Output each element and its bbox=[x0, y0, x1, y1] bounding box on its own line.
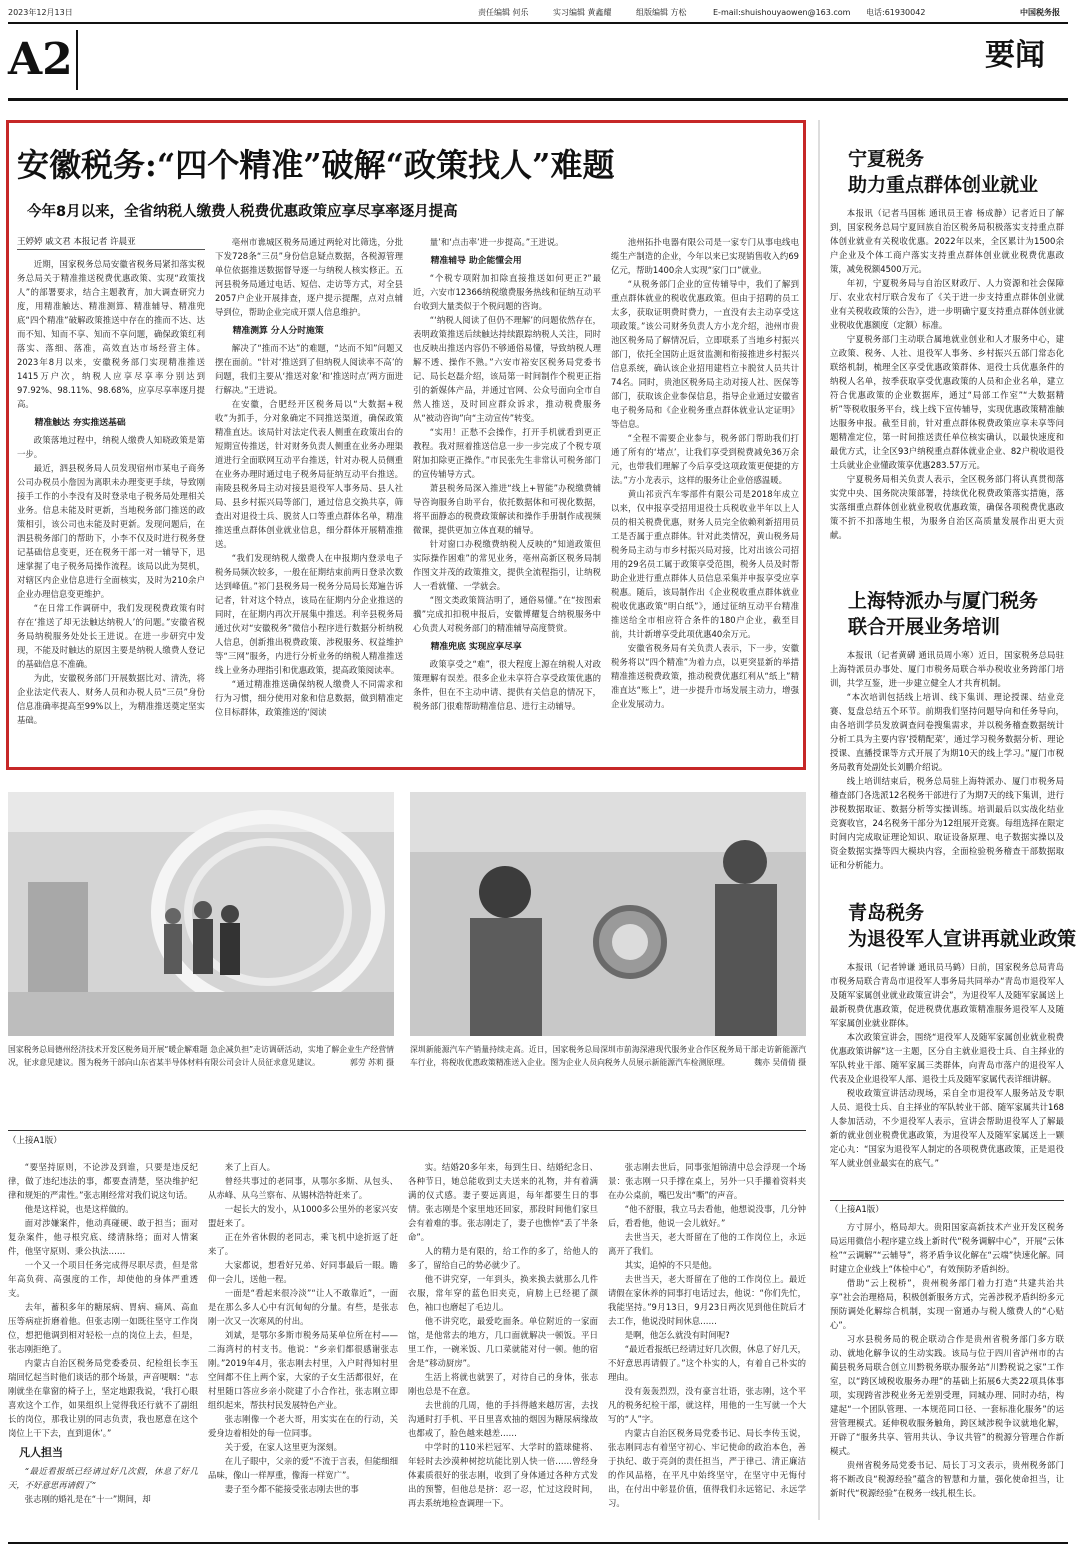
paragraph: “要坚持原则，不论涉及到谁，只要是违反纪律，做了违纪违法的事，都要查清楚，坚决维护纪律和规矩的严肃性。”张志刚经常对我们说这句话。 bbox=[8, 1162, 198, 1200]
paragraph: 针对窗口办税缴费纳税人反映的“知道政策但实际操作困难”的常见业务，亳州高新区税务局制作图文并茂的政策推文，提供全流程指引，让纳税人一看就懂、一学就会。 bbox=[413, 539, 601, 591]
photo-caption-2 bbox=[410, 1044, 806, 1069]
brief-title-qingdao[interactable] bbox=[848, 900, 1076, 952]
paragraph: 黄山祁贡汽车零部件有限公司是2018年成立以来，仅申报享受招用退役士兵税收业半年以上人员的相关税费优惠，财务人员完全依赖利新招用员工是否属于重点群体。针对此类情况，黄山税务局税务局主动与市乡村振兴局对接，比对出该公司招用的29名员工属于政策享受范围，税务人员及时帮助企业进行重点群体人员信息采集并申报享受应享税惠。随后，该局制作出《企业税收重点群体就业税收优惠政策“明白纸”》，通过征纳互动平台精准推送给全市相应符合条件的180户企业，截至目前，共计新增享受此项优惠40余万元。 bbox=[611, 489, 799, 639]
page-code: A2 bbox=[8, 30, 78, 90]
paragraph: 他不讲究穿，一年到头，换来换去就那么几件衣服，常年穿的蓝色旧夹克，肩膀上已经褪了颜色，袖口也磨起了毛边儿。 bbox=[408, 1274, 598, 1312]
paragraph: 他不讲究吃，最爱吃面条。单位附近的一家面馆，是他常去的地方，几口面就解决一顿饭。平日里工作，一碗米饭、几口菜就能对付一顿。他的宿舍是“移动厨房”。 bbox=[408, 1316, 598, 1368]
practice-editor: 实习编辑 黄鑫耀 bbox=[553, 8, 612, 17]
sidebar-continuation-tag: （上接A1版） bbox=[830, 1200, 1064, 1217]
sidebar-continuation-body bbox=[830, 1220, 1064, 1538]
photo-illustration bbox=[8, 792, 394, 1036]
paragraph: 在儿子眼中，父亲的爱“不流于言表，但能细细品味，像山一样厚重，像海一样宽广”。 bbox=[208, 1456, 398, 1480]
brief-title-line: 宁夏税务 bbox=[848, 148, 925, 170]
issue-date: 2023年12月13日 bbox=[8, 8, 73, 17]
header-rule-bottom bbox=[8, 98, 1068, 101]
lead-column-1 bbox=[17, 257, 205, 765]
paragraph: 最近，泗县税务局人员发现宿州市某电子商务公司办税员小詹因为离职未办理变更手续，导致刚接手工作的小李没有及时登录电子税务局处理相关业务。信息未能及时更新，当地税务部门推送的政策相引，该公司也未能及时更新。发现问题后，在泗县税务部门的帮助下，小李不仅及时进行税务登记基础信息变更，还在税务干部一对一辅导下，迅速掌握了电子税务局操作流程。该局以此为契机，对辖区内企业信息进行全面核实，及时为210余户企业办理信息变更维护。 bbox=[17, 463, 205, 599]
paragraph: 在安徽，合肥经开区税务局以“大数据+税收”为抓手，分对象确定不同推送渠道，确保政策精准直达。该局针对法定代表人侧重在政策出台的短期宣传推送，针对财务负责人侧重在业务办理渠道进行全面联网互动平台推送，针对办税人员侧重在业务办理时通过电子税务局征纳互动平台推送。南陵县税务局主动对接县退役军人事务局、县人社局、县乡村振兴局等部门，通过信息交换共享，筛查出对退役士兵、脱贫人口等重点群体名单，精准推送重点群体创业就业信息，细分群体开展精准推送。 bbox=[215, 399, 403, 549]
paragraph: 亳州市谯城区税务局通过两轮对比筛选，分批下发728条“三员”身份信息疑点数据，各税源管理单位依据推送数据督导逐一与纳税人核实修正。五河县税务局通过电话、短信、走访等方式，对全县2057户企业开展排查，逐户提示提醒，点对点辅导到位，帮助企业完成开票人信息维护。 bbox=[215, 237, 403, 317]
lead-column-2 bbox=[215, 235, 403, 765]
paragraph: 刘斌，是鄂尔多斯市税务局某单位所在村——二海湾村的村支书。他说：“乡亲们都很感谢张志刚。”2019年4月，张志刚去村里，入户时得知村里空间都不住上两个家，大家的子女生活都很好，在村里随口答应乡亲小院建了小合作社，张志刚立即组织起来，帮扶村民发展特色产业。 bbox=[208, 1330, 398, 1410]
header-rule bbox=[8, 22, 1068, 24]
paragraph: 生活上将就也就罢了，对待自己的身体，张志刚也总是不在意。 bbox=[408, 1372, 598, 1396]
paragraph: 方寸屏小，格局却大。贵阳国家高新技术产业开发区税务局运用微信小程序建立线上新时代“税务调解中心”，开展“云体检”“云调解”“云辅导”，将矛盾争议化解在“云端”快速化解。同时建立企业线上“体检中心”，有效预防矛盾纠纷。 bbox=[830, 1222, 1064, 1274]
paragraph: 来了上百人。 bbox=[224, 1162, 276, 1172]
page-bottom-rule bbox=[8, 1542, 1068, 1544]
photo-tax-visit-semiconductor bbox=[8, 792, 394, 1036]
paragraph: 解决了“推而不达”的难题，“达而不知”问题又摆在面前。“针对‘推送到了但纳税人阅读率不高’的问题，我们主要从‘推送对象’和‘推送时点’两方面进行解决。”王进说。 bbox=[215, 343, 403, 395]
brief-title-shanghai-xiamen[interactable] bbox=[848, 588, 1066, 640]
paragraph: 贵州省税务局党委书记、局长丁习文表示，贵州税务部门将不断改良“税源经验”蕴含的智慧和力量，强化使命担当，让新时代“税源经验”在税务一线扎根生长。 bbox=[830, 1460, 1064, 1498]
lead-column-3 bbox=[413, 235, 601, 765]
lead-story bbox=[6, 120, 806, 770]
paragraph: 宁夏税务部门主动联合属地就业创业和人才服务中心，建立政策、税务、人社、退役军人事务、乡村振兴五部门常态化联络机制，梳理全区享受优惠政策群体、退役士兵优惠条件的纳税人名单，按季获取享受优惠政策的人员和企业名单，建立符合优惠政策的企业数据库，通过“局部工作室”“大数据精析”等税收服务平台，线上线下宣传辅导，实现优惠政策精准触达服务申报。截至目前，针对重点群体税费政策应享未享等问题精准定位，第一时间推送责任单位核实确认，以最快速度和最优方式，让全区93户纳税重点群体就业企业、82户税收退役士兵就业企业懂政策享优惠283.57万元。 bbox=[830, 334, 1064, 470]
brief-title-line: 上海特派办与厦门税务 bbox=[848, 590, 1039, 612]
paragraph: 量’和‘点击率’进一步提高。”王进说。 bbox=[429, 237, 564, 247]
paragraph: 关于爱，在家人这里更为深刻。 bbox=[224, 1442, 343, 1452]
subheading: 精准兜底 实现应享尽享 bbox=[430, 642, 522, 652]
paragraph: 习水县税务局的税企联动合作是贵州省税务部门多方联动、就地化解争议的生动实践。该局与位于四川省泸州市的古蔺县税务局联合创立川黔税务联办服务站“川黔税说之家”工作室，以“跨区域税收服务办理”的基础上拓展6大类22项具体事项，实现跨省涉税业务无差别受理，同城办理、同时办结，构建起“一个团队管理、一本规范同口径、一套标准化服务”的运营管理模式。延伸税收服务触角，跨区域涉税争议就地化解，开辟了“服务共享、管用共认、争议共管”的税源分管理合作新模式。 bbox=[830, 1334, 1064, 1456]
paragraph: 去世当天，老大哥留在了他的工作岗位上。最近请假在家休养的同事打电话过去，他说：“你们先忙，我能坚持。”9月13日，9月23日两次见到他住院后才去工作，他说没时间休息…… bbox=[608, 1274, 806, 1326]
paragraph: 借助“云上税桥”，贵州税务部门着力打造“共建共治共享”社会治理格局，积极创新服务方式，完善涉税矛盾纠纷多元预防调处化解综合机制，实现一窗通办与税人缴费人的“心贴心”。 bbox=[830, 1278, 1064, 1330]
paragraph: 本报讯（记者马国栋 通讯员王睿 杨成静）记者近日了解到，国家税务总局宁夏回族自治区税务局积极落实支持重点群体创业就业有关税收优惠。2022年以来，全区累计为1500余户企业及个体工商户落实支持重点群体创业就业税费优惠政策，减免税额4500万元。 bbox=[830, 208, 1064, 274]
paragraph: 是啊，他怎么就没有时间呢? bbox=[624, 1330, 730, 1340]
paragraph: “个税专项附加扣除直接推送如何更正?”最近，六安市12366纳税缴费服务热线和征纳互动平台收到大量类似于个税问题的咨询。 bbox=[413, 273, 601, 311]
paragraph: 本报讯（记者黄礴 通讯员周小寒）近日，国家税务总局驻上海特派员办事处、厦门市税务局联合举办税收业务跨部门培训，共学互鉴，进一步建立健全人才共育机制。 bbox=[830, 650, 1064, 688]
brief-body-shanghai-xiamen bbox=[830, 648, 1064, 892]
lead-column-4 bbox=[611, 235, 799, 765]
contact-phone: 电话:61930042 bbox=[866, 8, 926, 17]
brief-title-ningxia[interactable] bbox=[848, 146, 1066, 198]
paragraph: 张志刚去世后，同事张旭锦清中总会浮现一个场景：张志刚一只手撑在桌上，另外一只手攥着资料夹在办公桌前，嘴巴发出“嘶”的声音。 bbox=[608, 1162, 806, 1200]
duty-editor: 责任编辑 何乐 bbox=[478, 8, 529, 17]
paragraph: 内蒙古自治区税务局党委书记、局长李传玉说，张志刚同志有着坚守初心、牢记使命的政治本色，善于执纪、敢于亮剑的责任担当，严于律己、清正廉洁的作风品格，在平凡中始终坚守，在坚守中无悔付出，在付出中彰显价值，值得我们永远铭记、永远学习。 bbox=[608, 1428, 806, 1508]
paragraph: “在日常工作调研中，我们发现税费政策有时存在‘推送了却无法触达纳税人’的问题。”安徽省税务局纳税服务处处长王进说。在进一步研究中发现，不能及时触达的原因主要是纳税人缴费人登记的基础信息不准确。 bbox=[17, 603, 205, 669]
paragraph: 一个又一个项目任务完成得尽职尽责，但是常年高负荷、高强度的工作，却使他的身体严重透支。 bbox=[8, 1260, 198, 1298]
subheading: 精准测算 分人分时施策 bbox=[232, 326, 324, 336]
paragraph: 人的精力是有限的，给工作的多了，给他人的多了，留给自己的势必就少了。 bbox=[408, 1246, 598, 1270]
brief-title-line: 为退役军人宣讲再就业政策 bbox=[848, 928, 1076, 950]
caption-text: 国家税务总局德州经济技术开发区税务局开展“暖企解难题 急企减负担”走访调研活动，实地了解企业生产经营情况，征求意见建议。图为税务干部向山东省某半导体材料有限公司会计人员征求意见建议。 bbox=[8, 1045, 394, 1067]
newspaper-name: 中国税务报 bbox=[1020, 8, 1060, 17]
paragraph: 为此，安徽税务部门开展数据比对、清洗，将企业法定代表人、财务人员和办税人员“三员”身份信息准确率提高至99%以上，为精准推送奠定坚实基础。 bbox=[17, 673, 205, 725]
paragraph: 没有轰轰烈烈，没有豪言壮语，张志刚，这个平凡的税务纪检干部，就这样，用他的一生写就一个大写的“人”字。 bbox=[608, 1386, 806, 1424]
subheading: 精准辅导 助企能懂会用 bbox=[430, 256, 522, 266]
paragraph: “从税务部门企业的宣传辅导中，我们了解到重点群体就业的税收优惠政策。但由于招聘的员工太多，获取证明费时费力，一直没有去主动享受这项政策。”该公司财务负责人方小龙介绍，池州市贵池区税务局了解情况后，立即联系了当地乡村振兴部门，依托全国防止返贫监测和衔接推进乡村振兴信息系统，确认该企业招用建档立卡脱贫人员共计74名。同时，贵池区税务局主动对接人社、医保等部门，获取该企业参保信息，指导企业通过安徽省电子税务局和《企业税务重点群体就业认定证明》等信息。 bbox=[611, 279, 799, 429]
paragraph: “我们发现纳税人缴费人在申报期内登录电子税务局频次较多，一般在征期结束前两日登录次数达到峰值。”祁门县税务局一税务分局局长郑遍告诉记者，针对这个特点，该局在征期内分企业推送的同时，在征期内再次开展集中推送。利辛县税务局通过伙对“安徽税务”微信小程序进行数据分析纳税人信息，创新推出税费政策、涉税服务、权益维护等“三网”服务，内进行分析业务的纳税人精准推送线上业务办理指引和优惠政策，提高政策阅读率。 bbox=[215, 553, 403, 675]
section-name: 要闻 bbox=[985, 38, 1045, 73]
subheading: 凡人担当 bbox=[19, 1446, 63, 1459]
sidebar-divider bbox=[818, 120, 820, 1520]
paragraph: 池州拓扑电器有限公司是一家专门从事电线电缆生产制造的企业，今年以来已实现销售收入约69亿元，帮助1400余人实现“家门口”就业。 bbox=[611, 237, 799, 275]
paragraph: 张志刚像一个老大哥，用实实在在的行动，关爱身边着相处的每一位同事。 bbox=[208, 1414, 398, 1438]
paragraph: 本次政策宣讲会，围绕“退役军人及随军家属创业就业税费优惠政策讲解”这一主题，区分自主就业退役士兵、自主择业的军队转业干部、随军家属三类群体，向青岛市落户的退役军人代表及企业退役军人部、退役士兵及随军家属代表详细讲解。 bbox=[830, 1032, 1064, 1084]
photo-caption-1 bbox=[8, 1044, 394, 1069]
paragraph: 年初，宁夏税务局与自治区财政厅、人力资源和社会保障厅、农业农村厅联合发布了《关于进一步支持重点群体创业就业有关税收政策的公告》，进一步明确宁夏支持重点群体创业就业税收优惠额度（定额）标准。 bbox=[830, 278, 1064, 330]
paragraph: 妻子至今都不能接受张志刚去世的事 bbox=[224, 1484, 359, 1494]
layout-editor: 组版编辑 方松 bbox=[636, 8, 687, 17]
paragraph: 张志刚的婚礼是在“十一”期间，却 bbox=[24, 1494, 151, 1504]
contact-email[interactable]: E-mail:shuishouyaowen@163.com bbox=[713, 8, 851, 17]
photo-credit: 魏亦 吴倩倩 摄 bbox=[754, 1057, 806, 1067]
pull-quote: “最近看报纸已经请过好几次假，休息了好几天，不好意思再请假了” bbox=[8, 1466, 198, 1490]
paragraph: 本报讯（记者钟谦 通讯员马鹤）日前，国家税务总局青岛市税务局联合青岛市退役军人事务局共同举办“青岛市退役军人及随军家属创业就业政策宣讲会”，为退役军人及随军家属送上最新税费优惠政策，促进税费优惠政策精准服务退役军人及随军家属创业就业群体。 bbox=[830, 962, 1064, 1028]
paragraph: 线上培训结束后，税务总局驻上海特派办、厦门市税务局稽查部门各选派12名税务干部进行了为期7天的线下集训，进行涉税数据取证、数据分析等实操训练。培训最后以实战化结业竞赛收官，24名税务干部分为12组展开竞赛。每组选择在限定时间内完成取证理论知识、取证设备原理、电子数据实操以及资金数据实操等四大模块内容，全面检验税务稽查干部数据取证和分析能力。 bbox=[830, 776, 1064, 870]
paragraph: 正在外省休假的老同志，乘飞机中途折返了赶来了。 bbox=[208, 1232, 398, 1256]
paragraph: 内蒙古自治区税务局党委委员、纪检组长李玉瑞回忆起当时他们谈话的那个场景，声音哽咽：“志刚就坐在靠窗的椅子上，坚定地跟我说，‘我打心眼喜欢这个工作，如果组织上觉得我还行就不了副组长的岗位，那我让别的同志负责，我也愿意在这个岗位上干下去，直到退休’。” bbox=[8, 1358, 198, 1438]
paragraph: “实用！正愁不会操作，打开手机就看到更正教程。我对照着推送信息一步一步完成了个税专项附加扣除更正操作。”市民张先生非常认可税务部门的宣传辅导方式。 bbox=[413, 427, 601, 479]
continuation-tag: （上接A1版） bbox=[8, 1136, 62, 1146]
paragraph: 一面是“看起来很冷淡”“让人不敢靠近”，一面是在那么多人心中有沉甸甸的分量。有些，是张志刚一次又一次寒风的付出。 bbox=[208, 1288, 398, 1326]
photo-credit: 郭劳 苏莉 摄 bbox=[350, 1057, 394, 1067]
paragraph: 宁夏税务局相关负责人表示，全区税务部门将认真贯彻落实党中央、国务院决策部署，持续优化税费政策落实措施，落实落细重点群体创业就业税收优惠政策，确保各项税费优惠政策不折不扣落地生根，为服务自治区高质量发展作出更大贡献。 bbox=[830, 474, 1064, 540]
continuation-rule bbox=[8, 1130, 806, 1131]
brief-body-ningxia bbox=[830, 206, 1064, 590]
photo-illustration bbox=[410, 792, 806, 1036]
paragraph: 去世当天，老大哥留在了他的工作岗位上，永远离开了我们。 bbox=[608, 1232, 806, 1256]
caption-text: 深圳新能源汽车产销量持续走高。近日，国家税务总局深圳市前海深港现代服务业合作区税务局干部走访新能源汽车行业，将税收优惠政策精准送入企业。图为企业人员向税务人员展示新能源汽车检测原理。 bbox=[410, 1045, 806, 1067]
paragraph: 中学时的110米栏冠军、大学时的篮球健将、年轻时去沙漠种树挖坑能比别人快一倍……曾经身体素质很好的张志刚，收到了身体通过各种方式发出的预警，但他总是挤：忍一忍，忙过这段时间，再去系统地检查调理一下。 bbox=[408, 1442, 598, 1508]
paragraph: “全程不需要企业参与，税务部门帮助我们打通了所有的‘堵点’，让我们享受到税费减免36万余元，也带我们理解了今后享受这项政策更便捷的方法。”方小龙表示，这样的服务让企业倍感温暖。 bbox=[611, 433, 799, 485]
continuation-column-4 bbox=[608, 1160, 806, 1540]
lead-headline[interactable]: 安徽税务:“四个精准”破解“政策找人”难题 bbox=[17, 146, 615, 184]
paragraph: “通过精准推送确保纳税人缴费人不同需求和行为习惯，细分使用对象和信息数据，做到精准定位目标群体，政策推送的‘阅读 bbox=[215, 679, 403, 717]
paragraph: 他是这样说，也是这样做的。 bbox=[24, 1204, 134, 1214]
paragraph: 去年，蓄积多年的糖尿病、胃病、痛风、高血压等病症折磨着他。但张志刚一如既往坚守工作岗位，想把他调到相对轻松一点的岗位上去，但是，张志刚拒绝了。 bbox=[8, 1302, 198, 1354]
paragraph: 近期，国家税务总局安徽省税务局紧扣落实税务总局关于精准推送税费优惠政策、实现“政策找人”的部署要求，结合主题教育，加大调查研究力度，用精准触达、精准测算、精准辅导、精准兜底“四个精准”破解政策推送中存在的推而不达、达而不知、知而不享、知而不享问题，确保政策红利落实、落细、落准，高效直达市场经营主体。2023年8月以来，安徽税务部门实现精准推送1415万户次，纳税人应享尽享率分别达到97.92%、98.11%、98.68%，应享尽享率逐月提高。 bbox=[17, 259, 205, 409]
paragraph: 大家都说，想看好兄弟、好同事最后一眼。瞻仰一会儿，送他一程。 bbox=[208, 1260, 398, 1284]
lead-subheadline: 今年8月以来，全省纳税人缴费人税费优惠政策应享尽享率逐月提高 bbox=[27, 204, 458, 220]
brief-title-line: 联合开展业务培训 bbox=[848, 616, 1001, 638]
paragraph: 政策落地过程中，纳税人缴费人知晓政策是第一步。 bbox=[17, 435, 205, 459]
paragraph: 实。结婚20多年来，每到生日、结婚纪念日、各种节日，她总能收到丈夫送来的礼物，并有着满满的仪式感。妻子要远离退，每年都要生日的事情。张志刚是个家里地还回家，那段时间他们家旦会有着难的事。张志刚走了，妻子也憔悴“丢了半条命”。 bbox=[408, 1162, 598, 1242]
brief-title-line: 青岛税务 bbox=[848, 902, 925, 924]
paragraph: “图文类政策简洁明了，通俗易懂。”在“按图索骥”完成扣扣税申报后，安徽博耀复合纳税服务中心负责人对税务部门的精准辅导高度赞赏。 bbox=[413, 595, 601, 633]
paragraph: 萧县税务局深入推进“线上+智能”办税缴费辅导咨询服务自助平台，依托数据体和可视化数据，将平面静态的税费政策解读和操作手册制作成视频微课，提供更加立体直观的辅导。 bbox=[413, 483, 601, 535]
masthead-info bbox=[8, 6, 1068, 20]
paragraph: 政策享受之“难”，很大程度上源在纳税人对政策理解有误差。很多企业未享符合享受政策优惠的条件，但在不主动申请、提供有关信息的情况下，税务部门很难帮助精准信息、进行主动辅导。 bbox=[413, 659, 601, 711]
paragraph: 安徽省税务局有关负责人表示，下一步，安徽税务将以“四个精准”为着力点，以更突显新的举措精准推送税费政策，推动税费优惠红利从“纸上”精准直达“账上”，进一步提升市场发展主动力，增强企业发展动力。 bbox=[611, 643, 799, 709]
paragraph: 一起长大的发小，从1000多公里外的老家兴安盟赶来了。 bbox=[208, 1204, 398, 1228]
paragraph: “本次培训包括线上培训、线下集训、理论授课、结业竞赛、复盘总结五个环节。前期我们坚持问题导向和任务导向，由各培训学员发放调查问卷搜集需求，并以税务稽查数据统计分析工具为主要内容‘授精配菜’，通过学习税务数据分析、理论授课、直播授课等方式开展了为期10天的线上学习。”厦门市税务局教育处副处长刘鹏介绍说。 bbox=[830, 692, 1064, 772]
continuation-column-2 bbox=[208, 1160, 398, 1540]
paragraph: 税收政策宣讲活动现场，采自全市退役军人服务站及专职人员、退役士兵、自主择业的军队转业干部、随军家属共计168人参加活动，不少退役军人表示，宣讲会帮助退役军人了解最新的就业创业税费优惠政策，为退役军人及随军家属送上一颗定心丸：“国家为退役军人制定的各项税费优惠政策，正是退役军人就业创业最实在的底气。” bbox=[830, 1088, 1064, 1168]
paragraph: 其实，追悼的不只是他。 bbox=[624, 1260, 717, 1270]
paragraph: “最近看报纸已经请过好几次假，休息了好几天，不好意思再请假了。”这个朴实的人，有着自己朴实的理由。 bbox=[608, 1344, 806, 1382]
brief-body-qingdao bbox=[830, 960, 1064, 1194]
photo-ev-testing bbox=[410, 792, 806, 1036]
brief-title-line: 助力重点群体创业就业 bbox=[848, 174, 1039, 196]
paragraph: “他不舒服，我立马去看他，他想说没事，几分钟后，看看他，他说一会儿就好。” bbox=[608, 1204, 806, 1228]
continuation-column-3 bbox=[408, 1160, 598, 1540]
continuation-column-1 bbox=[8, 1160, 198, 1540]
paragraph: “‘纳税人阅读了但仍不理解’的问题依然存在，表明政策推送后续触达持续跟踪纳税人关注，同时也反映出推送内容仍不够通俗易懂，导致纳税人理解不透、操作不熟。”六安市裕安区税务局党委书记、局长赵磊介绍，该局第一时间制作个税更正指引的新媒体产品，并通过官网、公众号面向全市自然人推送，及时回应群众诉求，推动税费服务从“被动咨询”向“主动宣传”转变。 bbox=[413, 315, 601, 423]
paragraph: 曾经共事过的老同事，从鄂尔多斯、从包头、从赤峰、从乌兰察布、从锡林浩特赶来了。 bbox=[208, 1176, 398, 1200]
paragraph: 去世前的几周，他的手抖得越来越厉害，去找沟通时打手机、平日里喜欢抽的烟因为糖尿病缘故也都戒了，脸色越来越差…… bbox=[408, 1400, 598, 1438]
subheading: 精准触达 夯实推送基础 bbox=[34, 418, 126, 428]
lead-byline: 王婷婷 戚文君 本报记者 许晨亚 bbox=[17, 235, 205, 250]
paragraph: 面对涉嫌案件，他动真碰硬、敢于担当；面对复杂案件，他寻根究底、缕清脉络；面对人情案件，他坚守原则、秉公执法…… bbox=[8, 1218, 198, 1256]
